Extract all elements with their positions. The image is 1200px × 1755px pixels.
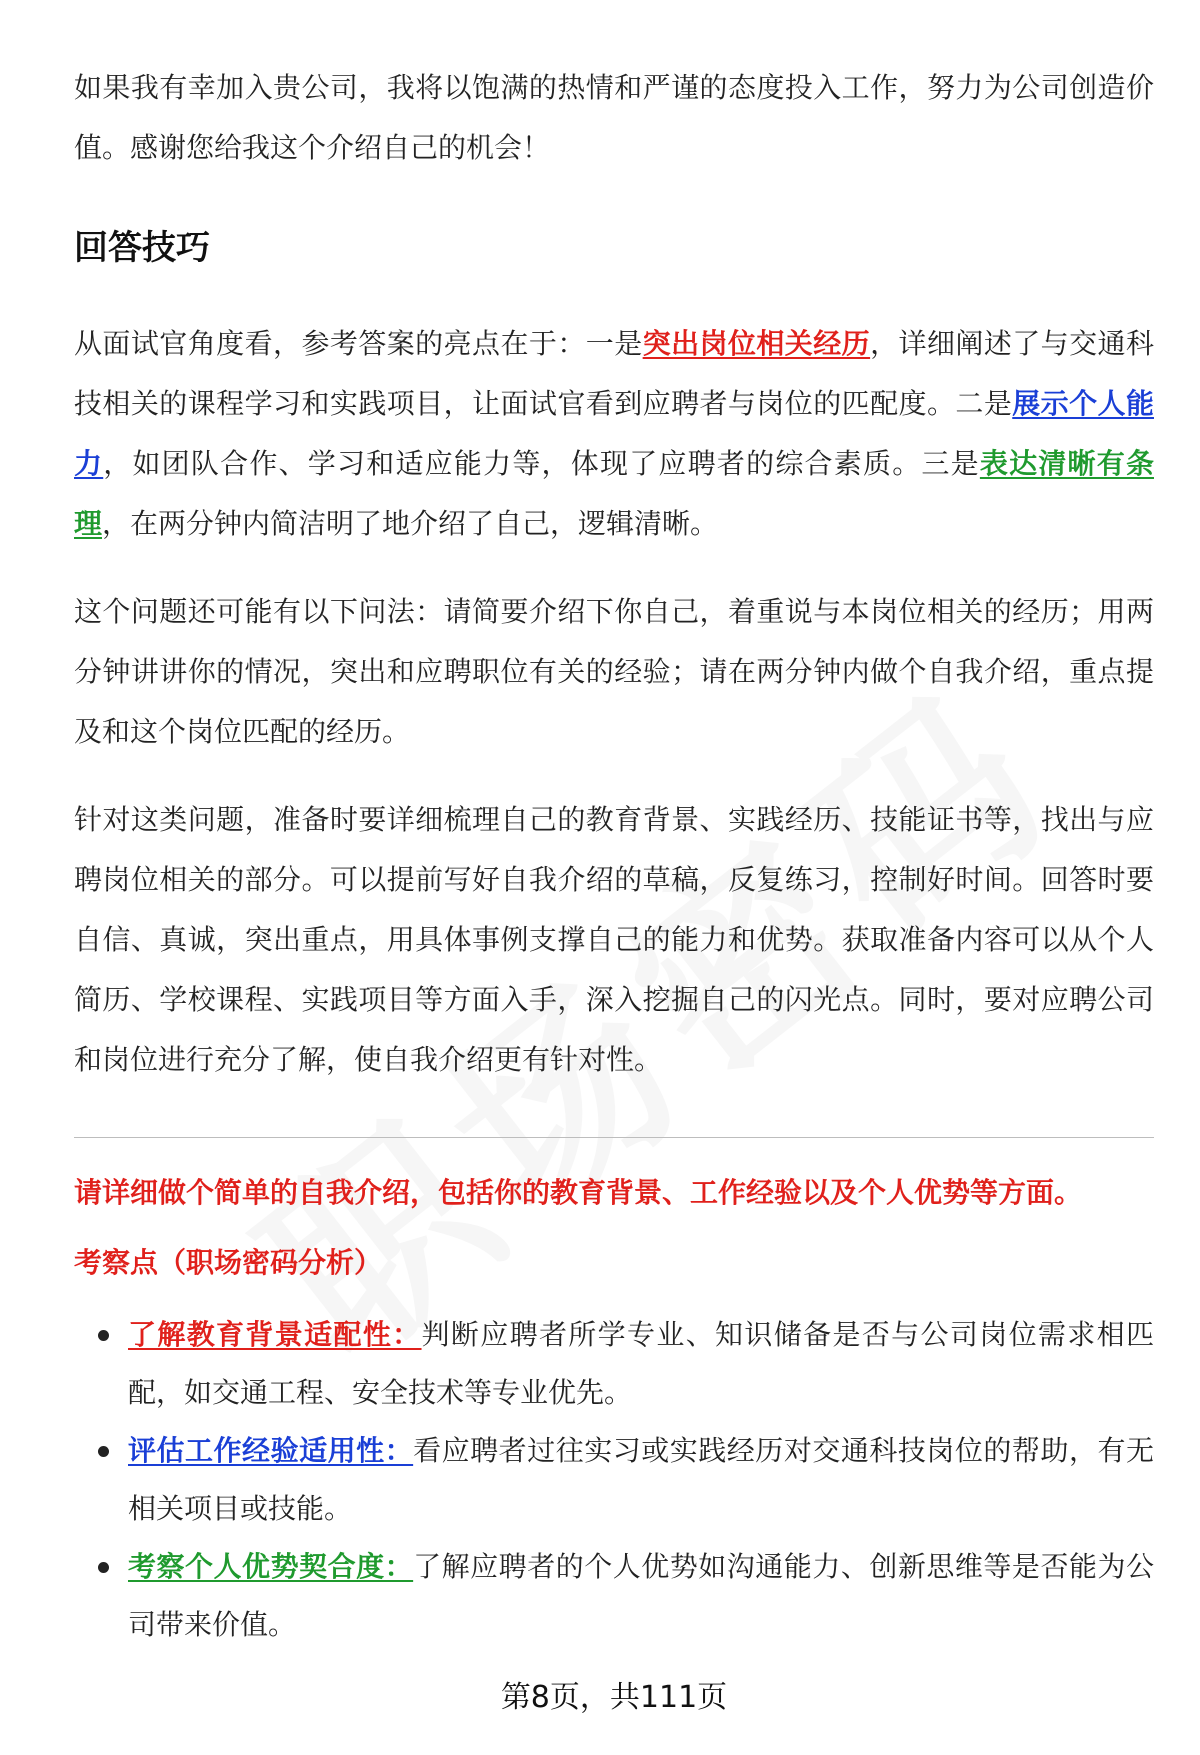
tips-text-b: ，详细阐述了与交通科技相关的课程学习和实践项目，让面试官看到应聘者与岗位的匹配度。二是 bbox=[74, 327, 1154, 420]
document-page bbox=[74, 0, 1154, 1755]
point-text-experience: 看应聘者过往实习或实践经历对交通科技岗位的帮助，有无相关项目或技能。 bbox=[128, 1434, 1154, 1525]
point-label-strengths: 考察个人优势契合度： bbox=[128, 1550, 414, 1583]
tips-text-c: ，如团队合作、学习和适应能力等，体现了应聘者的综合素质。三是 bbox=[103, 447, 980, 480]
highlight-relevant-experience: 突出岗位相关经历 bbox=[642, 327, 871, 360]
list-item bbox=[74, 1538, 1154, 1654]
tips-paragraph bbox=[74, 314, 1154, 554]
point-label-education: 了解教育背景适配性： bbox=[128, 1318, 422, 1351]
preparation-paragraph: 针对这类问题，准备时要详细梳理自己的教育背景、实践经历、技能证书等，找出与应聘岗位相关的部分。可以提前写好自我介绍的草稿，反复练习，控制好时间。回答时要自信、真诚，突出重点，用具体事例支撑自己的能力和优势。获取准备内容可以从个人简历、学校课程、实践项目等方面入手，深入挖掘自己的闪光点。同时，要对应聘公司和岗位进行充分了解，使自我介绍更有针对性。 bbox=[74, 803, 1154, 1076]
highlight-personal-ability: 展示个人能力 bbox=[74, 387, 1154, 480]
alternate-questions-paragraph: 这个问题还可能有以下问法：请简要介绍下你自己，着重说与本岗位相关的经历；用两分钟讲讲你的情况，突出和应聘职位有关的经验；请在两分钟内做个自我介绍，重点提及和这个岗位匹配的经历。 bbox=[74, 595, 1154, 748]
tips-text-d: ，在两分钟内简洁明了地介绍了自己，逻辑清晰。 bbox=[102, 507, 719, 540]
assessment-points-list bbox=[74, 1306, 1154, 1654]
page-number: 第8页，共111页 bbox=[500, 1680, 728, 1715]
bullet-icon bbox=[98, 1330, 109, 1341]
tips-text-a: 从面试官角度看，参考答案的亮点在于：一是 bbox=[74, 327, 643, 360]
point-label-experience: 评估工作经验适用性： bbox=[128, 1434, 414, 1467]
intro-paragraph: 如果我有幸加入贵公司，我将以饱满的热情和严谨的态度投入工作，努力为公司创造价值。感谢您给我这个介绍自己的机会！ bbox=[74, 71, 1154, 164]
question-title: 请详细做个简单的自我介绍，包括你的教育背景、工作经验以及个人优势等方面。 bbox=[74, 1176, 1083, 1209]
point-text-strengths: 了解应聘者的个人优势如沟通能力、创新思维等是否能为公司带来价值。 bbox=[128, 1550, 1154, 1641]
bullet-icon bbox=[98, 1562, 109, 1573]
bullet-icon bbox=[98, 1446, 109, 1457]
section-heading-tips: 回答技巧 bbox=[74, 228, 210, 268]
section-divider bbox=[74, 1137, 1154, 1138]
list-item bbox=[74, 1422, 1154, 1538]
assessment-subtitle: 考察点（职场密码分析） bbox=[74, 1246, 383, 1279]
point-text-education: 判断应聘者所学专业、知识储备是否与公司岗位需求相匹配，如交通工程、安全技术等专业优先。 bbox=[128, 1318, 1154, 1409]
list-item bbox=[74, 1306, 1154, 1422]
highlight-clear-expression: 表达清晰有条理 bbox=[74, 447, 1154, 540]
